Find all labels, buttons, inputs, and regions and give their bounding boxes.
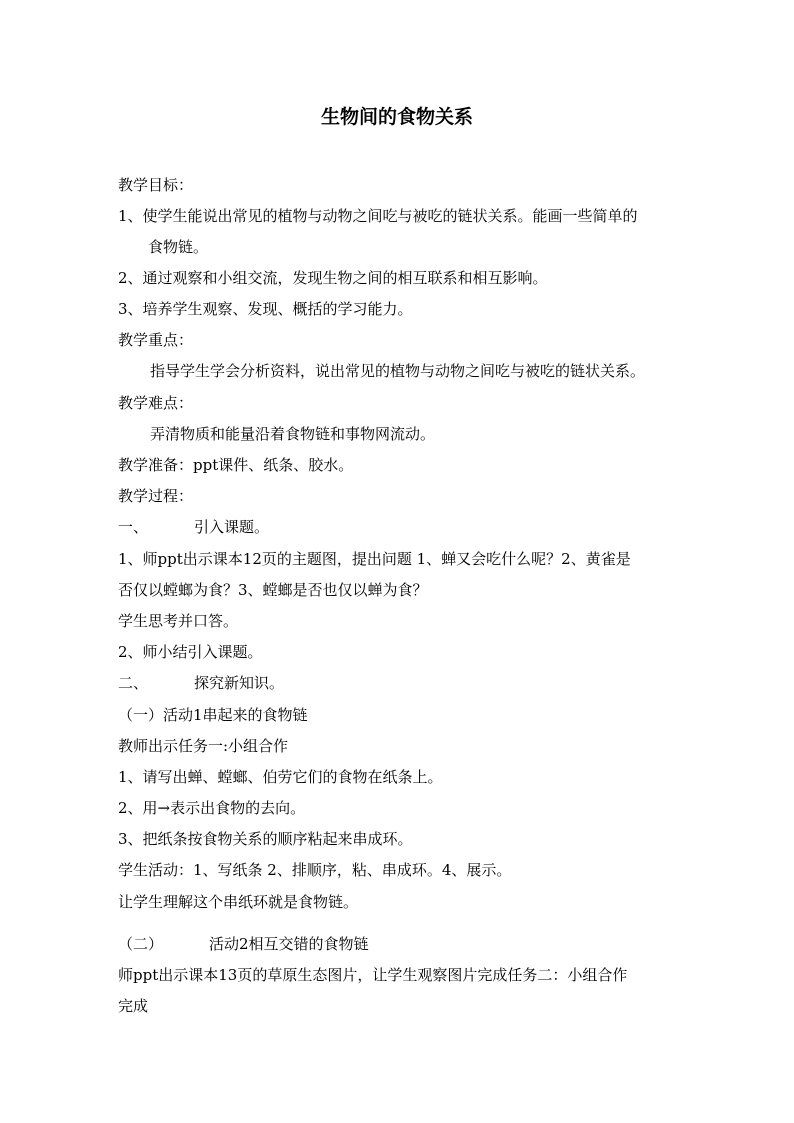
document-title: 生物间的食物关系 bbox=[320, 106, 473, 128]
section-2-title: 探究新知识。 bbox=[194, 674, 285, 692]
goal-3: 3、培养学生观察、发现、概括的学习能力。 bbox=[118, 300, 413, 318]
step-1-answer: 学生思考并口答。 bbox=[118, 612, 239, 630]
activity-2-heading bbox=[118, 933, 688, 955]
understanding: 让学生理解这个串纸环就是食物链。 bbox=[118, 893, 359, 911]
activity-2-title: 活动2相互交错的食物链 bbox=[209, 935, 369, 953]
key-points-heading: 教学重点： bbox=[118, 331, 194, 349]
activity-1-task: 教师出示任务一:小组合作 bbox=[118, 737, 289, 755]
activity-2-line-1: 师ppt出示课本13页的草原生态图片，让学生观察图片完成任务二：小组合作 bbox=[118, 966, 628, 984]
preparation: 教学准备：ppt课件、纸条、胶水。 bbox=[118, 456, 354, 474]
goal-1-line-2: 食物链。 bbox=[148, 238, 209, 256]
goals-heading: 教学目标： bbox=[118, 176, 194, 194]
goal-2: 2、通过观察和小组交流，发现生物之间的相互联系和相互影响。 bbox=[118, 269, 548, 287]
student-activity: 学生活动：1、写纸条 2、排顺序，粘、串成环。4、展示。 bbox=[118, 861, 512, 879]
section-1-number: 一、 bbox=[118, 518, 149, 536]
task-3: 3、把纸条按食物关系的顺序粘起来串成环。 bbox=[118, 830, 413, 848]
section-1-title: 引入课题。 bbox=[194, 518, 270, 536]
process-heading: 教学过程： bbox=[118, 487, 194, 505]
step-1-line-1: 1、师ppt出示课本12页的主题图，提出问题 1、蝉又会吃什么呢？2、黄雀是 bbox=[118, 550, 631, 568]
key-points-text: 指导学生学会分析资料，说出常见的植物与动物之间吃与被吃的链状关系。 bbox=[150, 362, 646, 380]
activity-1-heading: （一）活动1串起来的食物链 bbox=[118, 706, 308, 724]
step-2: 2、师小结引入课题。 bbox=[118, 643, 263, 661]
section-2-heading bbox=[118, 672, 688, 694]
section-1-heading bbox=[118, 516, 688, 538]
difficulty-heading: 教学难点： bbox=[118, 394, 194, 412]
goal-1-line-1: 1、使学生能说出常见的植物与动物之间吃与被吃的链状关系。能画一些简单的 bbox=[118, 207, 638, 225]
difficulty-text: 弄清物质和能量沿着食物链和事物网流动。 bbox=[150, 425, 436, 443]
task-1: 1、请写出蝉、螳螂、伯劳它们的食物在纸条上。 bbox=[118, 768, 443, 786]
activity-2-number: （二） bbox=[118, 935, 164, 953]
section-2-number: 二、 bbox=[118, 674, 149, 692]
activity-2-line-2: 完成 bbox=[118, 997, 149, 1015]
task-2: 2、用→表示出食物的去向。 bbox=[118, 799, 306, 817]
step-1-line-2: 否仅以螳螂为食？3、螳螂是否也仅以蝉为食？ bbox=[118, 581, 428, 599]
